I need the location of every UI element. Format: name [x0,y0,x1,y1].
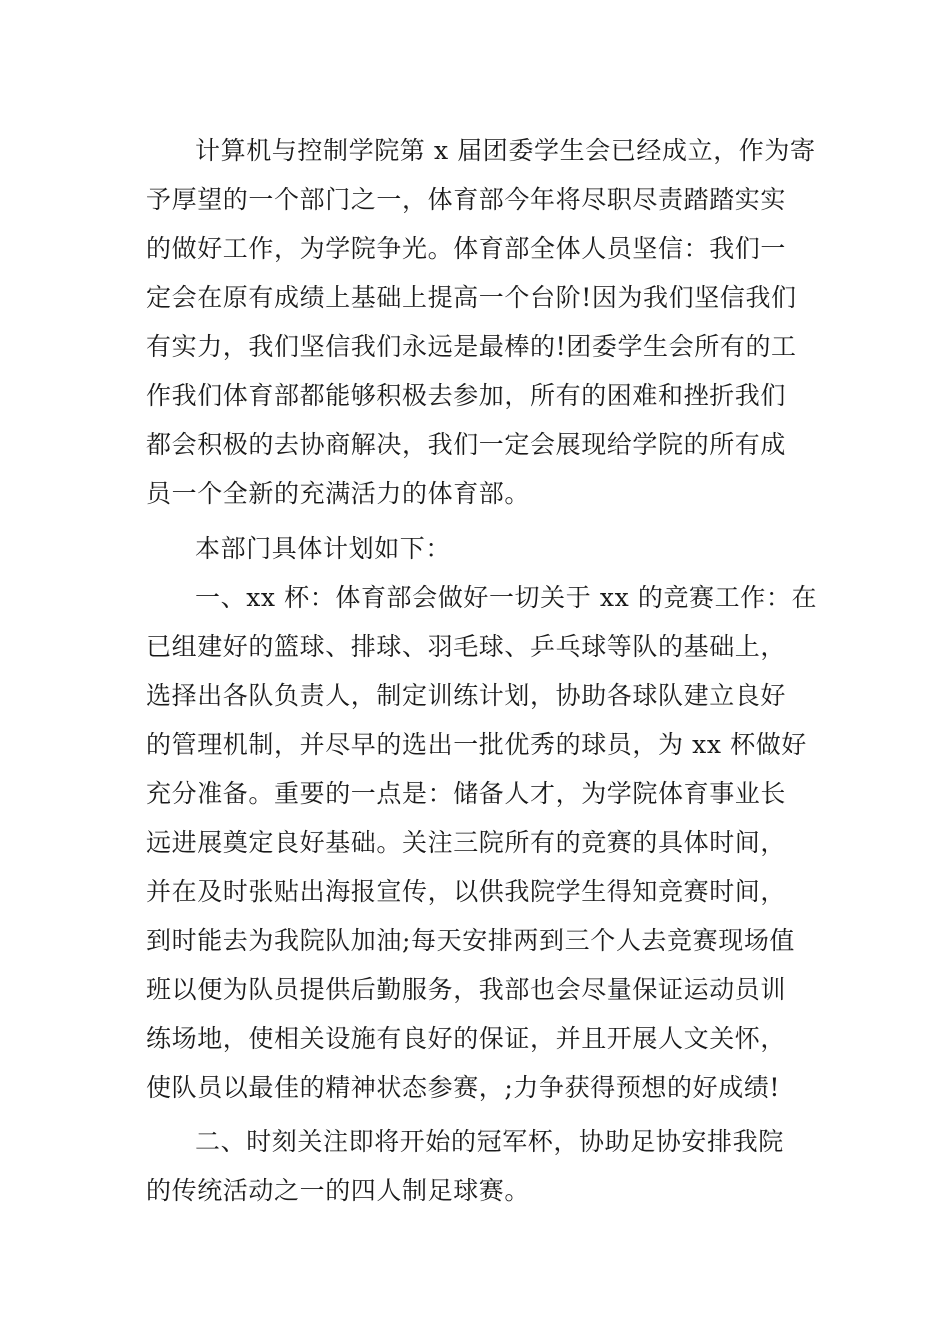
paragraph-3-line-11: 使队员以最佳的精神状态参赛，;力争获得预想的好成绩! [146,1073,781,1102]
paragraph-1-line-2: 予厚望的一个部门之一，体育部今年将尽职尽责踏踏实实 [146,185,787,214]
paragraph-1-line-6: 作我们体育部都能够积极去参加，所有的困难和挫折我们 [146,381,787,410]
paragraph-4-line-2: 的传统活动之一的四人制足球赛。 [146,1176,531,1205]
paragraph-1-line-7: 都会积极的去协商解决，我们一定会展现给学院的所有成 [146,430,787,459]
paragraph-3-line-9: 班以便为队员提供后勤服务，我部也会尽量保证运动员训 [146,975,787,1004]
paragraph-1-line-5: 有实力，我们坚信我们永远是最棒的!团委学生会所有的工 [146,332,797,361]
paragraph-1-line-4: 定会在原有成绩上基础上提高一个台阶!因为我们坚信我们 [146,283,797,312]
paragraph-3-line-8: 到时能去为我院队加油;每天安排两到三个人去竞赛现场值 [146,926,796,955]
paragraph-3-line-5: 充分准备。重要的一点是：储备人才，为学院体育事业长 [146,779,787,808]
paragraph-3-line-1: 一、xx 杯：体育部会做好一切关于 xx 的竞赛工作：在 [195,583,818,612]
paragraph-3-line-4: 的管理机制，并尽早的选出一批优秀的球员，为 xx 杯做好 [146,730,807,759]
paragraph-3-line-3: 选择出各队负责人，制定训练计划，协助各球队建立良好 [146,681,787,710]
paragraph-2-line-1: 本部门具体计划如下： [195,534,452,563]
paragraph-1-line-1: 计算机与控制学院第 x 届团委学生会已经成立，作为寄 [195,136,816,165]
paragraph-3-line-10: 练场地，使相关设施有良好的保证，并且开展人文关怀， [146,1024,787,1053]
paragraph-3-line-2: 已组建好的篮球、排球、羽毛球、乒乓球等队的基础上， [146,632,787,661]
paragraph-4-line-1: 二、时刻关注即将开始的冠军杯，协助足协安排我院 [195,1127,784,1156]
paragraph-3-line-7: 并在及时张贴出海报宣传，以供我院学生得知竞赛时间， [146,877,787,906]
paragraph-1-line-8: 员一个全新的充满活力的体育部。 [146,479,531,508]
paragraph-3-line-6: 远进展奠定良好基础。关注三院所有的竞赛的具体时间， [146,828,787,857]
paragraph-1-line-3: 的做好工作，为学院争光。体育部全体人员坚信：我们一 [146,234,787,263]
